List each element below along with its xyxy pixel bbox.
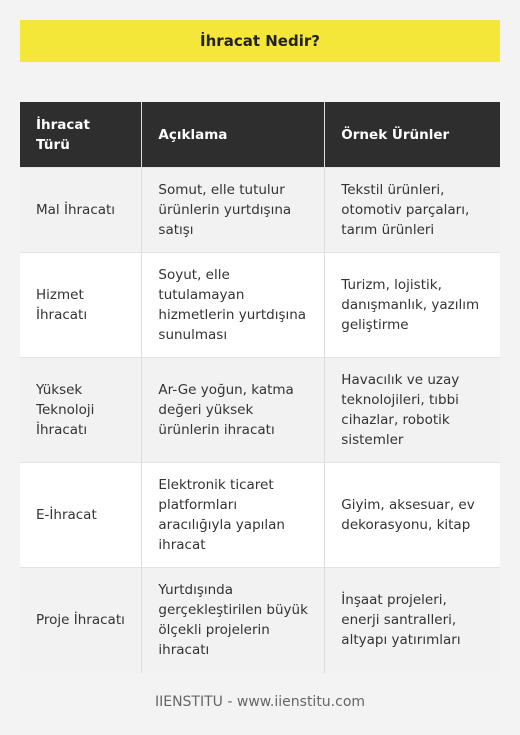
footer-credit: IIENSTITU - www.iienstitu.com (154, 694, 366, 710)
cell-export-type: Mal İhracatı (20, 168, 142, 253)
export-types-table (20, 102, 500, 673)
header-example-products: Örnek Ürünler (325, 102, 500, 168)
cell-description: Elektronik ticaret platformları aracılığıyla yapılan ihracat (142, 463, 325, 568)
cell-example-products: İnşaat projeleri, enerji santralleri, altyapı yatırımları (325, 568, 500, 673)
table-row (20, 168, 500, 253)
page-title-text: İhracat Nedir? (200, 32, 320, 50)
table-row (20, 568, 500, 673)
header-description: Açıklama (142, 102, 325, 168)
cell-export-type: Hizmet İhracatı (20, 253, 142, 358)
cell-example-products: Giyim, aksesuar, ev dekorasyonu, kitap (325, 463, 500, 568)
cell-export-type: E-İhracat (20, 463, 142, 568)
cell-description: Ar-Ge yoğun, katma değeri yüksek ürünlerin ihracatı (142, 358, 325, 463)
cell-example-products: Havacılık ve uzay teknolojileri, tıbbi cihazlar, robotik sistemler (325, 358, 500, 463)
header-export-type: İhracat Türü (20, 102, 142, 168)
table-row (20, 463, 500, 568)
cell-description: Yurtdışında gerçekleştirilen büyük ölçekli projelerin ihracatı (142, 568, 325, 673)
table-header-row (20, 102, 500, 168)
table-row (20, 253, 500, 358)
table-row (20, 358, 500, 463)
cell-example-products: Tekstil ürünleri, otomotiv parçaları, tarım ürünleri (325, 168, 500, 253)
cell-example-products: Turizm, lojistik, danışmanlık, yazılım geliştirme (325, 253, 500, 358)
cell-description: Soyut, elle tutulamayan hizmetlerin yurtdışına sunulması (142, 253, 325, 358)
page-title (20, 20, 500, 62)
cell-export-type: Proje İhracatı (20, 568, 142, 673)
cell-export-type: Yüksek Teknoloji İhracatı (20, 358, 142, 463)
cell-description: Somut, elle tutulur ürünlerin yurtdışına satışı (142, 168, 325, 253)
